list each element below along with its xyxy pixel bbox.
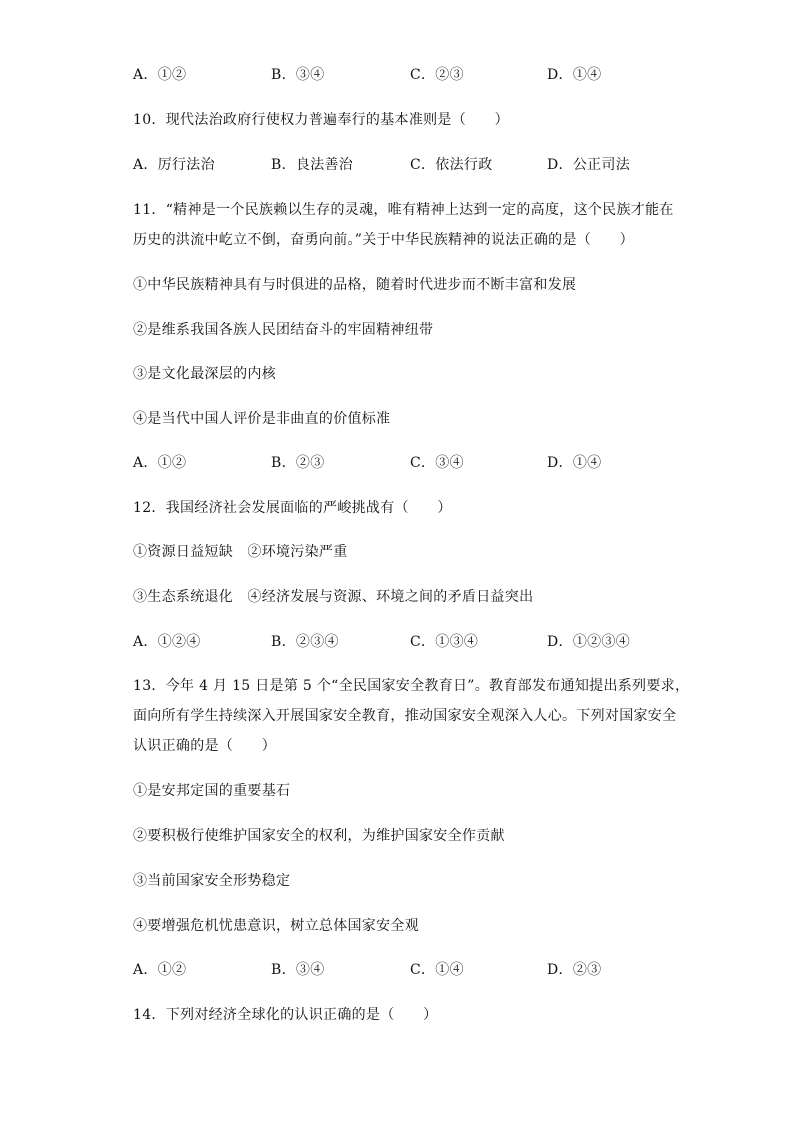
- q14-stem: 14．下列对经济全球化的认识正确的是（ ）: [133, 1007, 438, 1023]
- q12-option-a: A．①②④: [133, 634, 201, 650]
- q11-option-d: D．①④: [547, 455, 602, 471]
- q13-option-b: B．③④: [271, 962, 325, 978]
- q11-option-c: C．③④: [410, 455, 464, 471]
- q11-statement-3: ③是文化最深层的内核: [133, 366, 276, 382]
- q13-options: [133, 960, 653, 980]
- q9-option-b: B．③④: [271, 67, 325, 83]
- q9-option-c: C．②③: [410, 67, 464, 83]
- q12-options: [133, 632, 653, 652]
- q11-stem-line-2: 历史的洪流中屹立不倒，奋勇向前。”关于中华民族精神的说法正确的是（ ）: [133, 232, 634, 248]
- q13-stem-line-3: 认识正确的是（ ）: [133, 738, 276, 754]
- q13-stem-line-2: 面向所有学生持续深入开展国家安全教育，推动国家安全观深入人心。下列对国家安全: [133, 708, 677, 724]
- q12-option-c: C．①③④: [410, 634, 479, 650]
- q9-option-d: D．①④: [547, 67, 602, 83]
- q11-stem-line-1: 11．“精神是一个民族赖以生存的灵魂，唯有精神上达到一定的高度，这个民族才能在: [133, 202, 674, 218]
- q10-stem: 10．现代法治政府行使权力普遍奉行的基本准则是（ ）: [133, 112, 509, 128]
- q13-statement-1: ①是安邦定国的重要基石: [133, 783, 291, 799]
- q12-statement-2: ③生态系统退化 ④经济发展与资源、环境之间的矛盾日益突出: [133, 589, 534, 605]
- q10-option-b: B．良法善治: [271, 157, 354, 173]
- q13-statement-4: ④要增强危机忧患意识，树立总体国家安全观: [133, 918, 419, 934]
- q11-options: [133, 453, 653, 473]
- q13-stem-line-1: 13．今年 4 月 15 日是第 5 个“全民国家安全教育日”。教育部发布通知提出系列要求，: [133, 678, 690, 694]
- q12-stem: 12．我国经济社会发展面临的严峻挑战有（ ）: [133, 500, 452, 516]
- q10-option-d: D．公正司法: [547, 157, 631, 173]
- q10-option-c: C．依法行政: [410, 157, 493, 173]
- q13-statement-2: ②要积极行使维护国家安全的权利，为维护国家安全作贡献: [133, 828, 505, 844]
- q12-option-b: B．②③④: [271, 634, 339, 650]
- q13-option-d: D．②③: [547, 962, 602, 978]
- q10-option-a: A．厉行法治: [133, 157, 215, 173]
- q12-statement-1: ①资源日益短缺 ②环境污染严重: [133, 544, 348, 560]
- q9-option-a: A．①②: [133, 67, 187, 83]
- q13-option-a: A．①②: [133, 962, 187, 978]
- q13-option-c: C．①④: [410, 962, 464, 978]
- q9-options: [133, 65, 653, 85]
- q11-option-b: B．②③: [271, 455, 325, 471]
- q11-statement-4: ④是当代中国人评价是非曲直的价值标准: [133, 411, 391, 427]
- q11-option-a: A．①②: [133, 455, 187, 471]
- q12-option-d: D．①②③④: [547, 634, 631, 650]
- q10-options: [133, 155, 653, 175]
- q11-statement-1: ①中华民族精神具有与时俱进的品格，随着时代进步而不断丰富和发展: [133, 277, 577, 293]
- q13-statement-3: ③当前国家安全形势稳定: [133, 873, 291, 889]
- q11-statement-2: ②是维系我国各族人民团结奋斗的牢固精神纽带: [133, 322, 434, 338]
